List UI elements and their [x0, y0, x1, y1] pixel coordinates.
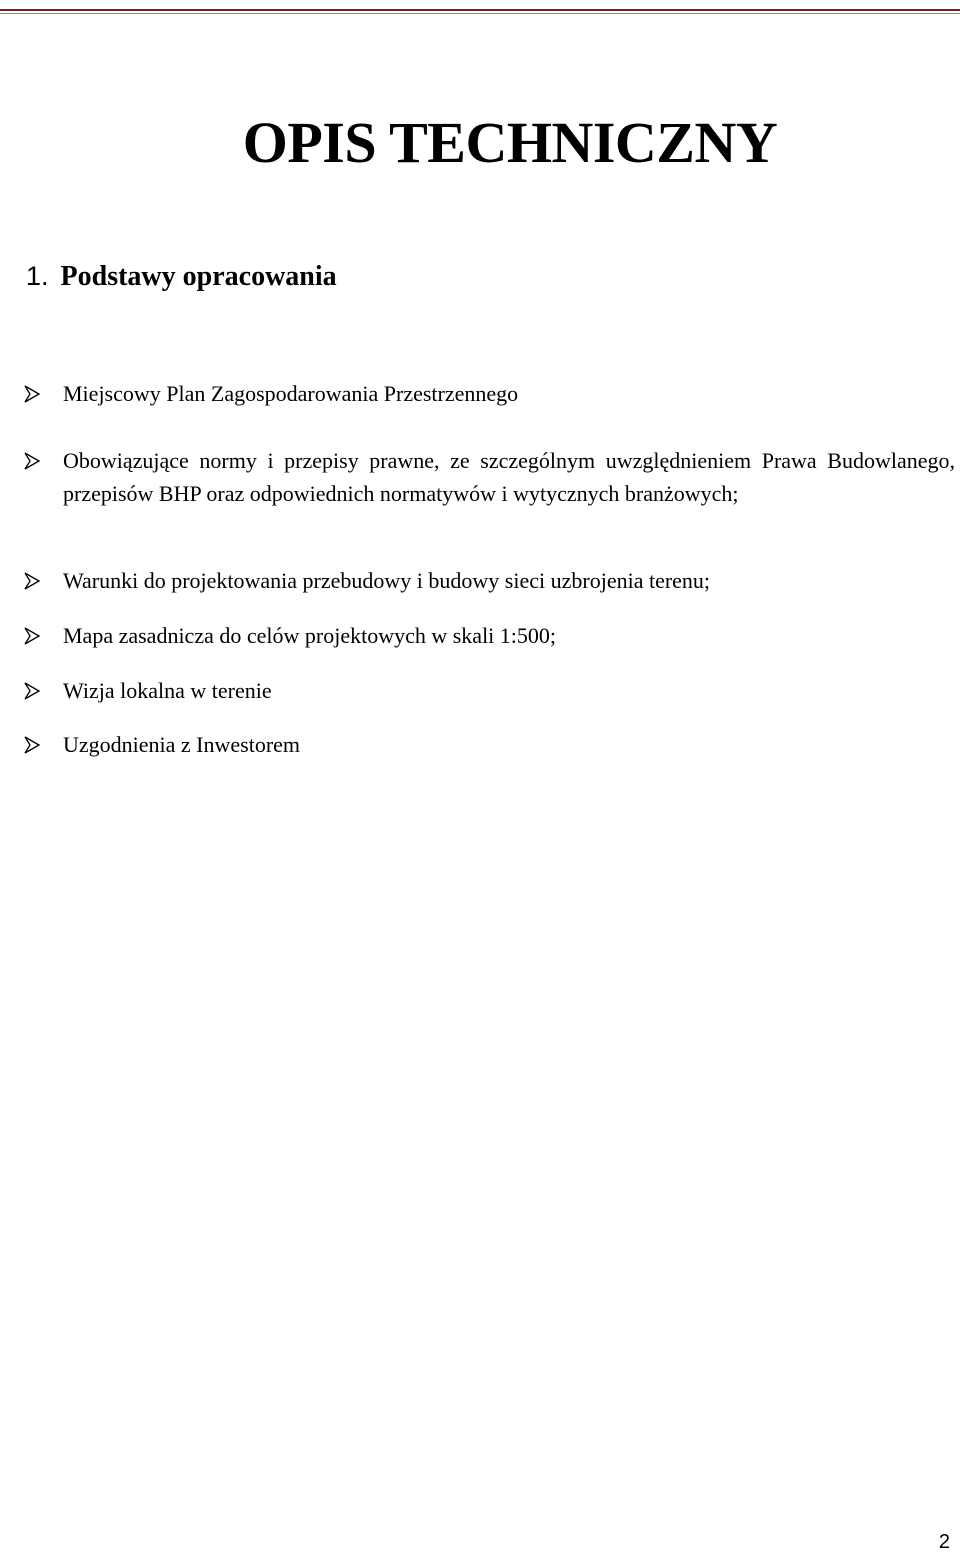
list-item: [63, 674, 955, 707]
list-item-text: Mapa zasadnicza do celów projektowych w skali 1:500;: [63, 623, 557, 648]
list-item: [63, 619, 955, 652]
arrow-bullet-icon: [23, 572, 41, 590]
arrow-bullet-icon: [23, 627, 41, 645]
list-item: [63, 728, 955, 761]
list-item-text: Miejscowy Plan Zagospodarowania Przestrzennego: [63, 381, 519, 406]
list-item-text: Wizja lokalna w terenie: [63, 678, 272, 703]
list-item: [63, 444, 955, 510]
arrow-bullet-icon: [23, 452, 41, 470]
arrow-bullet-icon: [23, 736, 41, 754]
section-number: 1.: [26, 261, 49, 291]
section-title: Podstawy opracowania: [60, 261, 337, 292]
arrow-bullet-icon: [23, 682, 41, 700]
section-heading: [26, 258, 337, 295]
header-rule-line-thin: [0, 13, 960, 14]
list-item: [63, 564, 955, 597]
header-rule: [0, 9, 960, 15]
arrow-bullet-icon: [23, 385, 41, 403]
document-title: OPIS TECHNICZNY: [242, 110, 778, 175]
list-item-text: Obowiązujące normy i przepisy prawne, ze szczególnym uwzględnieniem Prawa Budowlanego, przepisów BHP oraz odpowiednich normatywów i wytycznych branżowych;: [63, 448, 955, 506]
list-item-text: Uzgodnienia z Inwestorem: [63, 732, 301, 757]
page-number: 2: [938, 1531, 950, 1553]
list-item-text: Warunki do projektowania przebudowy i budowy sieci uzbrojenia terenu;: [63, 568, 711, 593]
header-rule-line: [0, 9, 960, 11]
list-item: [63, 377, 955, 410]
